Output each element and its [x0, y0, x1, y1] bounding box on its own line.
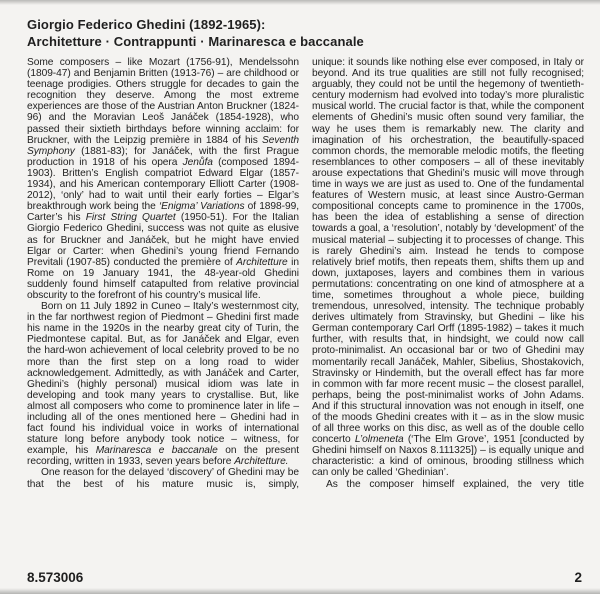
paragraph	[27, 57, 299, 301]
paragraph	[312, 479, 584, 490]
text-segment: on the present recording, written in 1933, seven years before	[27, 445, 300, 468]
work-title-text: First String Quartet	[85, 212, 176, 224]
left-column	[27, 57, 299, 490]
paragraph	[27, 301, 299, 467]
text-segment: (composed 1894-1903). Britten’s English compatriot Edward Elgar (1857-1934), and his American contemporary Elliott Carter (1908-2012), ‘only’ had to wait until their early forties – Elgar’s breakthrough work being the	[27, 156, 300, 213]
text-segment: of 1898-99, Carter’s his	[27, 201, 300, 224]
text-segment: (1881-83); for Janáček, with the first Prague production in 1918 of his opera	[27, 145, 299, 168]
page-title-line1: Giorgio Federico Ghedini (1892-1965):	[27, 17, 266, 32]
work-title-text: Jenůfa	[182, 156, 213, 168]
page-title-line2: Architetture · Contrappunti · Marinaresca e baccanale	[27, 34, 364, 49]
paragraph	[312, 57, 584, 479]
right-column	[312, 57, 584, 490]
text-segment: (1950-51). For the Italian Giorgio Federico Ghedini, success was not quite as elusive as for Bruckner and Janáček, but he might have envied Elgar or Carter: when Ghedini’s young friend Fernando Previtali (1907-85) conducted the première of	[27, 212, 299, 268]
work-title-text: Seventh Symphony	[27, 134, 299, 157]
text-segment: One reason for the delayed ‘discovery’ of Ghedini may be that the best of his mature music is, simply,	[27, 467, 299, 490]
text-segment: As the composer himself explained, the very title	[326, 478, 584, 490]
catalog-number: 8.573006	[27, 570, 84, 585]
work-title-text: ‘Enigma’ Variations	[158, 201, 245, 213]
text-segment: in Rome on 19 January 1941, the 48-year-old Ghedini suddenly found himself catapulted from relative provincial obscurity to the forefront of his country’s musical life.	[27, 256, 299, 301]
page-header	[27, 16, 582, 50]
text-columns	[27, 57, 584, 490]
paragraph	[27, 467, 299, 489]
text-segment: Some composers – like Mozart (1756-91), Mendelssohn (1809-47) and Benjamin Britten (1913-76) – are childhood or teenage prodigies. Others struggle for decades to gain the recognition they deserve. Among the most extreme experiences are those of the Austrian Anton Bruckner (1824-96) and the Moravian Leoš Janáček (1854-1928), who passed their sixtieth birthdays before winning acclaim: for Bruckner, with the Leipzig première in 1884 of his	[27, 57, 299, 146]
work-title-text: Architetture	[236, 256, 288, 268]
work-title-text: L’olmeneta	[354, 434, 404, 446]
work-title-text: Architetture.	[234, 456, 289, 468]
page-footer	[27, 570, 582, 585]
page-number: 2	[574, 570, 582, 585]
text-segment: unique: it sounds like nothing else ever composed, in Italy or beyond. And its true qualities are still not fully recognised; arguably, they could not be until the hegemony of twentieth-century modernism had evolved into today’s more pluralistic musical world. The crucial factor is that, while the component elements of Ghedini’s music often sound very familiar, the way he uses them is remarkably new. The clarity and imagination of his orchestration, the beautifully-spaced common chords, the memorable melodic motifs, the fleeting resemblances to other composers – all of these inevitably arouse expectations that Ghedini’s music will move through time in ways we are just as used to. One of the fundamental features of Western music, at least since Austro-German compositional concepts came to prominence in the 1700s, has been the idea of establishing a sense of direction towards a goal, a ‘resolution’, notably by ‘development’ of the musical material – subjecting it to processes of change. This is rarely Ghedini’s aim. Instead he tends to compose relatively brief motifs, then repeats them, shifts them up and down, juxtaposes, layers and combines them in various permutations: concentrating on one kind of atmosphere at a time, sometimes throughout a whole piece, building tremendous, unresolved, intensity. The technique probably derives ultimately from Stravinsky, but Ghedini – like his German contemporary Carl Orff (1895-1982) – takes it much further, with results that, in hindsight, we could now call proto-minimalist. An occasional bar or two of Ghedini may momentarily recall Janáček, Mahler, Sibelius, Shostakovich, Stravinsky or Hindemith, but the overall effect has far more in common with far more recent music – the closest parallel, perhaps, being the post-minimalist works of John Adams. And if this structural innovation was not enough in itself, one of the moods Ghedini creates with it – as in the slow music of all three works on this disc, as well as of the double cello concerto	[312, 57, 584, 446]
text-segment: Born on 11 July 1892 in Cuneo – Italy’s westernmost city, in the far northwest region of Piedmont – Ghedini first made his name in the 1920s in the nearby great city of Turin, the Piedmontese capital. But, as for Janáček and Elgar, even the hard-won achievement of local celebrity proved to be no more than the first step on a long road to wider acknowledgement. Admittedly, as with Janáček and Carter, Ghedini’s (highly personal) musical idiom was late in developing and took many years to crystallise. But, like almost all composers who come to prominence later in life – including all of the ones mentioned here – Ghedini had in fact found his individual voice in works of international stature long before anybody took notice – witness, for example, his	[27, 301, 299, 457]
text-segment: (‘The Elm Grove’, 1951 [conducted by Ghedini himself on Naxos 8.111325]) – is equally unique and characteristic: a kind of ominous, brooding stillness which can only be called ‘Ghedinian’.	[312, 434, 584, 479]
work-title-text: Marinaresca e baccanale	[95, 445, 218, 457]
